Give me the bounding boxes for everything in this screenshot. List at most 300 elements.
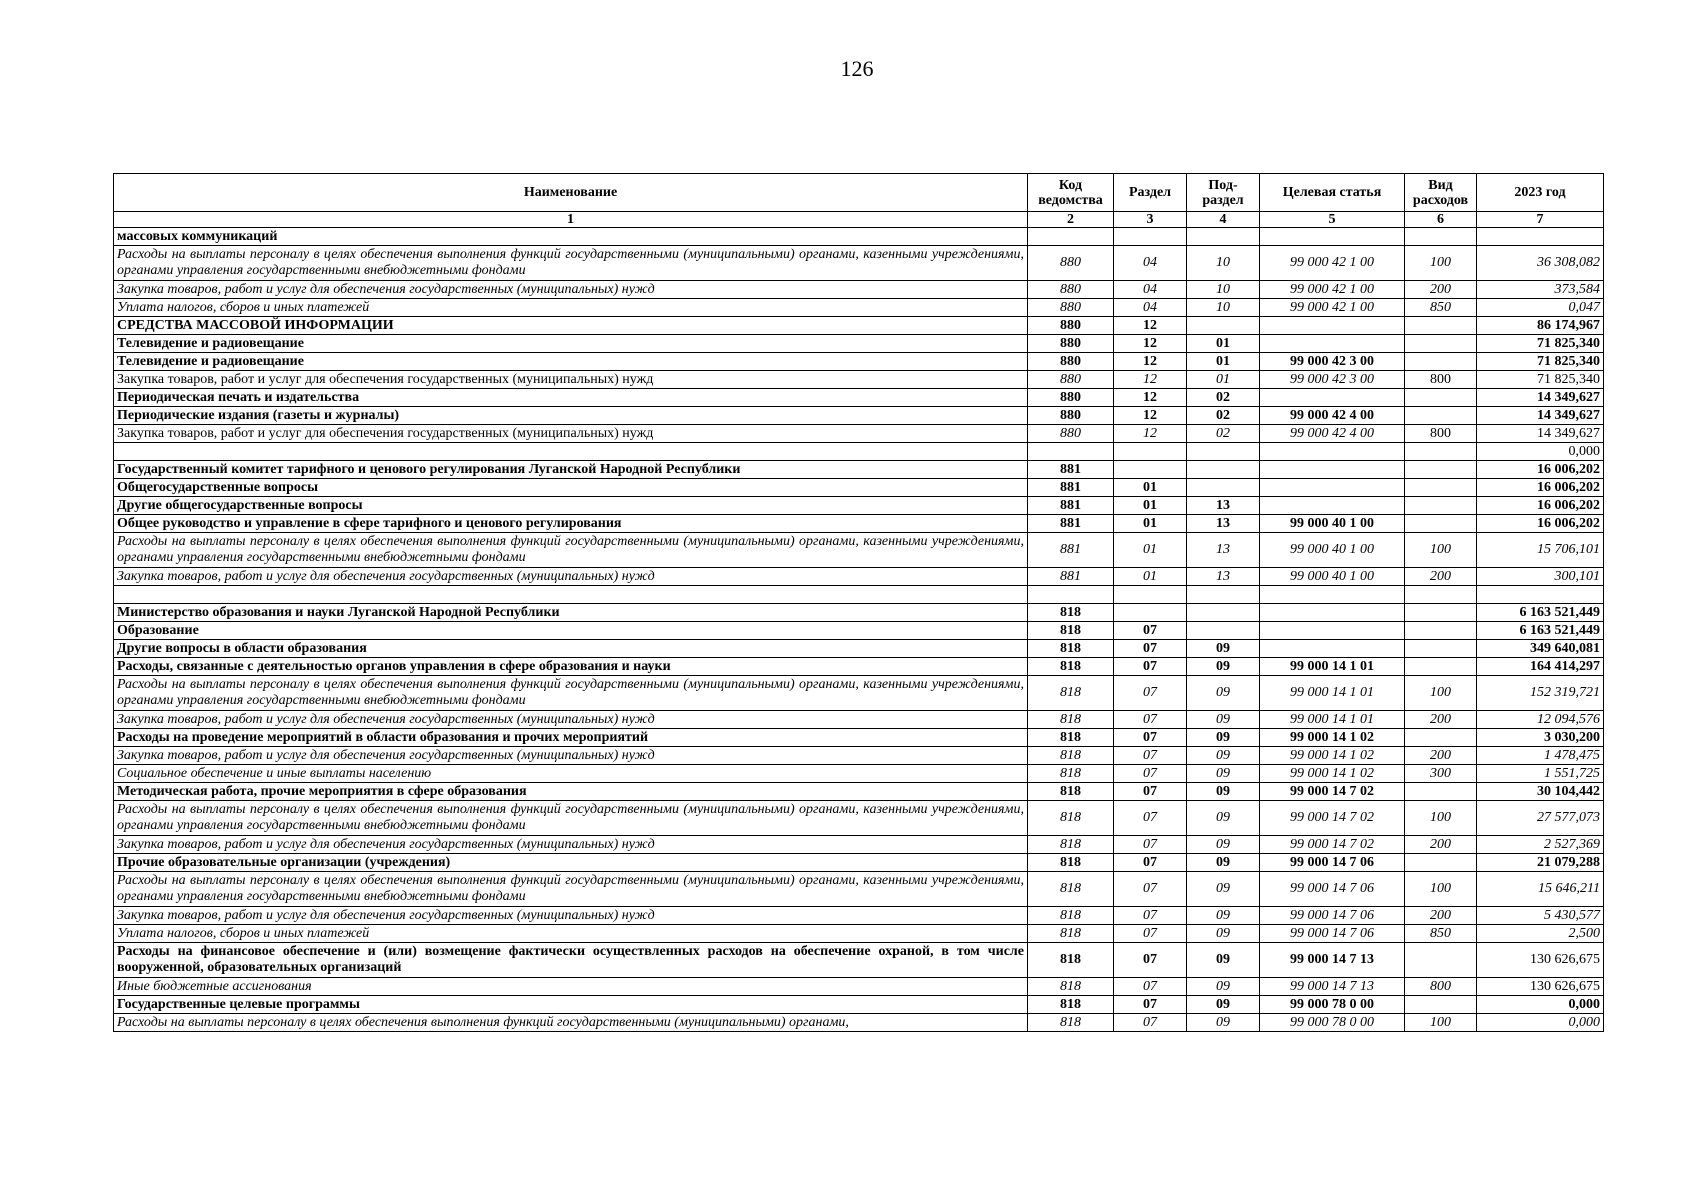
cell-sum: 0,000	[1477, 443, 1604, 461]
cell-statya: 99 000 14 1 01	[1260, 711, 1405, 729]
cell-statya: 99 000 14 1 01	[1260, 676, 1405, 711]
cell-razdel: 07	[1114, 1014, 1187, 1032]
cell-ved: 818	[1028, 729, 1114, 747]
cell-sum: 373,584	[1477, 281, 1604, 299]
cell-name: Расходы, связанные с деятельностью органов управления в сфере образования и науки	[114, 658, 1028, 676]
cell-podrazdel	[1187, 622, 1260, 640]
cell-name: Закупка товаров, работ и услуг для обеспечения государственных (муниципальных) нужд	[114, 907, 1028, 925]
column-number-row	[114, 212, 1604, 228]
cell-ved: 880	[1028, 335, 1114, 353]
table-row	[114, 729, 1604, 747]
cell-podrazdel: 09	[1187, 978, 1260, 996]
cell-podrazdel: 09	[1187, 711, 1260, 729]
cell-statya: 99 000 78 0 00	[1260, 1014, 1405, 1032]
column-number: 1	[114, 212, 1028, 228]
cell-razdel: 01	[1114, 515, 1187, 533]
cell-statya: 99 000 14 7 06	[1260, 907, 1405, 925]
cell-razdel: 07	[1114, 996, 1187, 1014]
cell-ved: 818	[1028, 622, 1114, 640]
cell-name: Телевидение и радиовещание	[114, 335, 1028, 353]
cell-name: Другие общегосударственные вопросы	[114, 497, 1028, 515]
cell-sum: 71 825,340	[1477, 335, 1604, 353]
cell-vid: 850	[1405, 299, 1477, 317]
cell-statya: 99 000 14 7 13	[1260, 943, 1405, 978]
cell-vid	[1405, 658, 1477, 676]
cell-ved: 818	[1028, 676, 1114, 711]
cell-sum: 16 006,202	[1477, 461, 1604, 479]
cell-ved: 818	[1028, 836, 1114, 854]
cell-sum: 2,500	[1477, 925, 1604, 943]
column-number: 7	[1477, 212, 1604, 228]
cell-ved	[1028, 586, 1114, 604]
cell-sum: 164 414,297	[1477, 658, 1604, 676]
cell-razdel: 12	[1114, 317, 1187, 335]
cell-name: Другие вопросы в области образования	[114, 640, 1028, 658]
cell-vid	[1405, 353, 1477, 371]
cell-sum: 14 349,627	[1477, 425, 1604, 443]
table-row	[114, 371, 1604, 389]
cell-statya: 99 000 14 1 01	[1260, 658, 1405, 676]
cell-name: Периодические издания (газеты и журналы)	[114, 407, 1028, 425]
cell-razdel: 04	[1114, 281, 1187, 299]
cell-name: массовых коммуникаций	[114, 228, 1028, 246]
table-row	[114, 872, 1604, 907]
cell-ved: 818	[1028, 978, 1114, 996]
cell-statya	[1260, 443, 1405, 461]
cell-podrazdel: 13	[1187, 515, 1260, 533]
cell-statya: 99 000 40 1 00	[1260, 515, 1405, 533]
table-row	[114, 497, 1604, 515]
cell-sum: 86 174,967	[1477, 317, 1604, 335]
cell-statya: 99 000 14 1 02	[1260, 729, 1405, 747]
table-row	[114, 747, 1604, 765]
cell-name: Периодическая печать и издательства	[114, 389, 1028, 407]
cell-sum: 16 006,202	[1477, 515, 1604, 533]
cell-statya: 99 000 42 1 00	[1260, 246, 1405, 281]
cell-ved: 818	[1028, 907, 1114, 925]
cell-podrazdel	[1187, 479, 1260, 497]
cell-statya: 99 000 14 7 02	[1260, 836, 1405, 854]
cell-ved: 818	[1028, 872, 1114, 907]
cell-sum: 152 319,721	[1477, 676, 1604, 711]
table-row	[114, 978, 1604, 996]
cell-statya	[1260, 604, 1405, 622]
cell-ved: 818	[1028, 801, 1114, 836]
cell-ved: 818	[1028, 658, 1114, 676]
cell-razdel: 07	[1114, 925, 1187, 943]
column-header-podrazdel: Под-раздел	[1187, 174, 1260, 212]
table-row	[114, 533, 1604, 568]
cell-podrazdel: 02	[1187, 407, 1260, 425]
column-header-vid: Вид расходов	[1405, 174, 1477, 212]
cell-razdel	[1114, 443, 1187, 461]
cell-name: Закупка товаров, работ и услуг для обеспечения государственных (муниципальных) нужд	[114, 371, 1028, 389]
cell-ved	[1028, 443, 1114, 461]
cell-ved: 881	[1028, 479, 1114, 497]
table-row	[114, 854, 1604, 872]
cell-sum	[1477, 228, 1604, 246]
cell-podrazdel	[1187, 586, 1260, 604]
cell-name: Методическая работа, прочие мероприятия в сфере образования	[114, 783, 1028, 801]
cell-podrazdel	[1187, 443, 1260, 461]
cell-podrazdel: 09	[1187, 854, 1260, 872]
cell-vid: 100	[1405, 533, 1477, 568]
cell-name: Расходы на проведение мероприятий в области образования и прочих мероприятий	[114, 729, 1028, 747]
table-row	[114, 836, 1604, 854]
cell-name: Расходы на финансовое обеспечение и (или) возмещение фактически осуществленных расходов на обеспечение охраной, в том числе вооруженной, образовательных организаций	[114, 943, 1028, 978]
cell-podrazdel	[1187, 317, 1260, 335]
cell-podrazdel: 10	[1187, 281, 1260, 299]
column-number: 6	[1405, 212, 1477, 228]
cell-name: Социальное обеспечение и иные выплаты населению	[114, 765, 1028, 783]
cell-podrazdel: 09	[1187, 943, 1260, 978]
cell-vid: 800	[1405, 425, 1477, 443]
cell-statya: 99 000 40 1 00	[1260, 533, 1405, 568]
cell-vid: 200	[1405, 836, 1477, 854]
cell-razdel: 07	[1114, 783, 1187, 801]
cell-sum: 6 163 521,449	[1477, 604, 1604, 622]
cell-sum: 5 430,577	[1477, 907, 1604, 925]
cell-sum: 130 626,675	[1477, 943, 1604, 978]
table-row	[114, 515, 1604, 533]
cell-name: Расходы на выплаты персоналу в целях обеспечения выполнения функций государственными (муниципальными) органами, казенными учреждениями, органами управления государственными внебюджетными фондами	[114, 676, 1028, 711]
cell-razdel: 07	[1114, 801, 1187, 836]
table-row	[114, 622, 1604, 640]
cell-name: Закупка товаров, работ и услуг для обеспечения государственных (муниципальных) нужд	[114, 568, 1028, 586]
cell-podrazdel: 01	[1187, 353, 1260, 371]
page-number: 126	[840, 56, 874, 81]
cell-podrazdel: 13	[1187, 497, 1260, 515]
cell-sum: 14 349,627	[1477, 389, 1604, 407]
cell-razdel	[1114, 228, 1187, 246]
cell-razdel: 04	[1114, 246, 1187, 281]
table-row	[114, 407, 1604, 425]
cell-sum: 6 163 521,449	[1477, 622, 1604, 640]
cell-razdel	[1114, 586, 1187, 604]
cell-vid	[1405, 335, 1477, 353]
column-number: 2	[1028, 212, 1114, 228]
cell-razdel: 07	[1114, 622, 1187, 640]
cell-sum: 1 551,725	[1477, 765, 1604, 783]
cell-razdel	[1114, 461, 1187, 479]
cell-razdel: 12	[1114, 389, 1187, 407]
cell-sum: 0,000	[1477, 996, 1604, 1014]
cell-name	[114, 586, 1028, 604]
cell-sum: 130 626,675	[1477, 978, 1604, 996]
cell-razdel: 07	[1114, 836, 1187, 854]
cell-podrazdel	[1187, 461, 1260, 479]
table-row	[114, 925, 1604, 943]
cell-podrazdel: 01	[1187, 371, 1260, 389]
cell-name: Иные бюджетные ассигнования	[114, 978, 1028, 996]
cell-statya	[1260, 497, 1405, 515]
cell-statya: 99 000 14 7 06	[1260, 854, 1405, 872]
cell-ved: 880	[1028, 389, 1114, 407]
cell-ved: 880	[1028, 281, 1114, 299]
cell-vid: 300	[1405, 765, 1477, 783]
cell-statya	[1260, 228, 1405, 246]
column-header-ved: Код ведомства	[1028, 174, 1114, 212]
cell-ved: 880	[1028, 353, 1114, 371]
cell-podrazdel: 09	[1187, 747, 1260, 765]
cell-sum: 0,047	[1477, 299, 1604, 317]
cell-vid: 200	[1405, 711, 1477, 729]
table-row	[114, 246, 1604, 281]
cell-ved: 881	[1028, 497, 1114, 515]
cell-name: Уплата налогов, сборов и иных платежей	[114, 299, 1028, 317]
cell-sum: 3 030,200	[1477, 729, 1604, 747]
cell-podrazdel: 09	[1187, 783, 1260, 801]
cell-ved: 818	[1028, 854, 1114, 872]
cell-razdel: 01	[1114, 497, 1187, 515]
cell-name: Расходы на выплаты персоналу в целях обеспечения выполнения функций государственными (муниципальными) органами,	[114, 1014, 1028, 1032]
cell-podrazdel: 09	[1187, 640, 1260, 658]
cell-ved: 881	[1028, 568, 1114, 586]
cell-vid	[1405, 497, 1477, 515]
cell-vid	[1405, 604, 1477, 622]
cell-podrazdel: 01	[1187, 335, 1260, 353]
cell-vid: 100	[1405, 872, 1477, 907]
cell-ved: 881	[1028, 533, 1114, 568]
cell-sum: 349 640,081	[1477, 640, 1604, 658]
cell-vid	[1405, 783, 1477, 801]
cell-vid: 800	[1405, 371, 1477, 389]
cell-name: Образование	[114, 622, 1028, 640]
cell-ved: 818	[1028, 640, 1114, 658]
cell-sum: 12 094,576	[1477, 711, 1604, 729]
cell-razdel	[1114, 604, 1187, 622]
table-row	[114, 711, 1604, 729]
cell-podrazdel: 10	[1187, 246, 1260, 281]
cell-statya: 99 000 42 3 00	[1260, 353, 1405, 371]
table-row	[114, 943, 1604, 978]
cell-name: Расходы на выплаты персоналу в целях обеспечения выполнения функций государственными (муниципальными) органами, казенными учреждениями, органами управления государственными внебюджетными фондами	[114, 872, 1028, 907]
cell-name: Государственные целевые программы	[114, 996, 1028, 1014]
cell-statya	[1260, 586, 1405, 604]
cell-statya: 99 000 14 7 13	[1260, 978, 1405, 996]
cell-podrazdel	[1187, 228, 1260, 246]
cell-vid: 100	[1405, 801, 1477, 836]
cell-podrazdel: 09	[1187, 996, 1260, 1014]
cell-name: Закупка товаров, работ и услуг для обеспечения государственных (муниципальных) нужд	[114, 747, 1028, 765]
cell-ved: 880	[1028, 246, 1114, 281]
cell-vid: 800	[1405, 978, 1477, 996]
cell-ved: 818	[1028, 747, 1114, 765]
cell-ved: 818	[1028, 711, 1114, 729]
cell-statya: 99 000 78 0 00	[1260, 996, 1405, 1014]
cell-vid: 200	[1405, 568, 1477, 586]
cell-podrazdel: 09	[1187, 925, 1260, 943]
table-row	[114, 425, 1604, 443]
cell-statya: 99 000 14 7 06	[1260, 925, 1405, 943]
table-row	[114, 783, 1604, 801]
cell-vid	[1405, 943, 1477, 978]
cell-sum: 21 079,288	[1477, 854, 1604, 872]
cell-sum: 15 646,211	[1477, 872, 1604, 907]
cell-vid: 100	[1405, 676, 1477, 711]
column-header-sum: 2023 год	[1477, 174, 1604, 212]
table-row	[114, 568, 1604, 586]
cell-vid	[1405, 586, 1477, 604]
cell-name: Расходы на выплаты персоналу в целях обеспечения выполнения функций государственными (муниципальными) органами, казенными учреждениями, органами управления государственными внебюджетными фондами	[114, 801, 1028, 836]
table-row	[114, 801, 1604, 836]
cell-sum: 16 006,202	[1477, 479, 1604, 497]
table-row	[114, 353, 1604, 371]
cell-ved: 818	[1028, 996, 1114, 1014]
cell-ved: 818	[1028, 925, 1114, 943]
table-row	[114, 479, 1604, 497]
cell-sum: 71 825,340	[1477, 353, 1604, 371]
table-row	[114, 586, 1604, 604]
table-row	[114, 443, 1604, 461]
cell-ved: 818	[1028, 604, 1114, 622]
column-number: 5	[1260, 212, 1405, 228]
cell-ved	[1028, 228, 1114, 246]
cell-statya: 99 000 42 4 00	[1260, 425, 1405, 443]
cell-podrazdel: 09	[1187, 765, 1260, 783]
cell-razdel: 07	[1114, 765, 1187, 783]
cell-vid: 200	[1405, 747, 1477, 765]
cell-statya: 99 000 42 3 00	[1260, 371, 1405, 389]
cell-vid	[1405, 228, 1477, 246]
cell-ved: 880	[1028, 317, 1114, 335]
cell-sum: 1 478,475	[1477, 747, 1604, 765]
cell-sum: 36 308,082	[1477, 246, 1604, 281]
cell-razdel: 12	[1114, 371, 1187, 389]
cell-statya	[1260, 479, 1405, 497]
cell-podrazdel: 09	[1187, 801, 1260, 836]
cell-vid: 850	[1405, 925, 1477, 943]
cell-vid	[1405, 996, 1477, 1014]
cell-statya: 99 000 42 1 00	[1260, 299, 1405, 317]
cell-sum: 0,000	[1477, 1014, 1604, 1032]
cell-statya	[1260, 389, 1405, 407]
cell-sum: 300,101	[1477, 568, 1604, 586]
cell-vid: 200	[1405, 907, 1477, 925]
cell-razdel: 07	[1114, 640, 1187, 658]
cell-podrazdel: 13	[1187, 568, 1260, 586]
table-row	[114, 299, 1604, 317]
table-row	[114, 907, 1604, 925]
cell-vid	[1405, 389, 1477, 407]
table-header-row	[114, 174, 1604, 212]
cell-statya	[1260, 317, 1405, 335]
cell-ved: 818	[1028, 765, 1114, 783]
table-row	[114, 317, 1604, 335]
cell-razdel: 01	[1114, 533, 1187, 568]
cell-sum	[1477, 586, 1604, 604]
cell-podrazdel: 10	[1187, 299, 1260, 317]
cell-razdel: 07	[1114, 747, 1187, 765]
cell-podrazdel: 09	[1187, 658, 1260, 676]
cell-statya	[1260, 335, 1405, 353]
cell-statya: 99 000 14 7 02	[1260, 801, 1405, 836]
cell-podrazdel: 09	[1187, 836, 1260, 854]
cell-name: Расходы на выплаты персоналу в целях обеспечения выполнения функций государственными (муниципальными) органами, казенными учреждениями, органами управления государственными внебюджетными фондами	[114, 533, 1028, 568]
cell-podrazdel: 09	[1187, 1014, 1260, 1032]
table-row	[114, 658, 1604, 676]
cell-statya	[1260, 622, 1405, 640]
cell-ved: 818	[1028, 943, 1114, 978]
cell-ved: 880	[1028, 371, 1114, 389]
cell-statya: 99 000 42 1 00	[1260, 281, 1405, 299]
cell-name: Телевидение и радиовещание	[114, 353, 1028, 371]
cell-razdel: 01	[1114, 568, 1187, 586]
cell-razdel: 01	[1114, 479, 1187, 497]
cell-sum: 15 706,101	[1477, 533, 1604, 568]
cell-vid	[1405, 515, 1477, 533]
column-number: 4	[1187, 212, 1260, 228]
cell-razdel: 07	[1114, 676, 1187, 711]
column-header-razdel: Раздел	[1114, 174, 1187, 212]
cell-podrazdel: 09	[1187, 676, 1260, 711]
table-row	[114, 676, 1604, 711]
cell-sum: 30 104,442	[1477, 783, 1604, 801]
cell-statya	[1260, 461, 1405, 479]
cell-name: Общегосударственные вопросы	[114, 479, 1028, 497]
cell-ved: 881	[1028, 515, 1114, 533]
cell-name: Государственный комитет тарифного и ценового регулирования Луганской Народной Республики	[114, 461, 1028, 479]
cell-podrazdel: 09	[1187, 872, 1260, 907]
cell-sum: 2 527,369	[1477, 836, 1604, 854]
table-row	[114, 996, 1604, 1014]
cell-name: Уплата налогов, сборов и иных платежей	[114, 925, 1028, 943]
cell-name: Общее руководство и управление в сфере тарифного и ценового регулирования	[114, 515, 1028, 533]
cell-razdel: 07	[1114, 907, 1187, 925]
cell-ved: 881	[1028, 461, 1114, 479]
cell-razdel: 12	[1114, 353, 1187, 371]
cell-sum: 16 006,202	[1477, 497, 1604, 515]
cell-podrazdel: 09	[1187, 729, 1260, 747]
cell-vid	[1405, 443, 1477, 461]
cell-vid	[1405, 407, 1477, 425]
cell-razdel: 07	[1114, 872, 1187, 907]
cell-vid	[1405, 479, 1477, 497]
cell-razdel: 12	[1114, 407, 1187, 425]
cell-vid	[1405, 622, 1477, 640]
cell-statya: 99 000 14 1 02	[1260, 747, 1405, 765]
table-row	[114, 640, 1604, 658]
cell-vid: 100	[1405, 246, 1477, 281]
cell-razdel: 07	[1114, 729, 1187, 747]
cell-name: Прочие образовательные организации (учреждения)	[114, 854, 1028, 872]
cell-vid	[1405, 640, 1477, 658]
cell-name: СРЕДСТВА МАССОВОЙ ИНФОРМАЦИИ	[114, 317, 1028, 335]
cell-ved: 880	[1028, 299, 1114, 317]
cell-razdel: 07	[1114, 943, 1187, 978]
cell-vid	[1405, 854, 1477, 872]
column-header-statya: Целевая статья	[1260, 174, 1405, 212]
cell-ved: 880	[1028, 425, 1114, 443]
table-row	[114, 335, 1604, 353]
cell-name	[114, 443, 1028, 461]
cell-sum: 71 825,340	[1477, 371, 1604, 389]
table-row	[114, 461, 1604, 479]
table-row	[114, 765, 1604, 783]
cell-name: Закупка товаров, работ и услуг для обеспечения государственных (муниципальных) нужд	[114, 281, 1028, 299]
cell-podrazdel: 02	[1187, 425, 1260, 443]
cell-podrazdel: 13	[1187, 533, 1260, 568]
budget-table	[113, 173, 1604, 1032]
cell-name: Закупка товаров, работ и услуг для обеспечения государственных (муниципальных) нужд	[114, 425, 1028, 443]
table-row	[114, 389, 1604, 407]
cell-ved: 818	[1028, 1014, 1114, 1032]
cell-statya: 99 000 14 7 02	[1260, 783, 1405, 801]
table-row	[114, 604, 1604, 622]
cell-vid	[1405, 317, 1477, 335]
cell-name: Министерство образования и науки Луганской Народной Республики	[114, 604, 1028, 622]
cell-ved: 818	[1028, 783, 1114, 801]
